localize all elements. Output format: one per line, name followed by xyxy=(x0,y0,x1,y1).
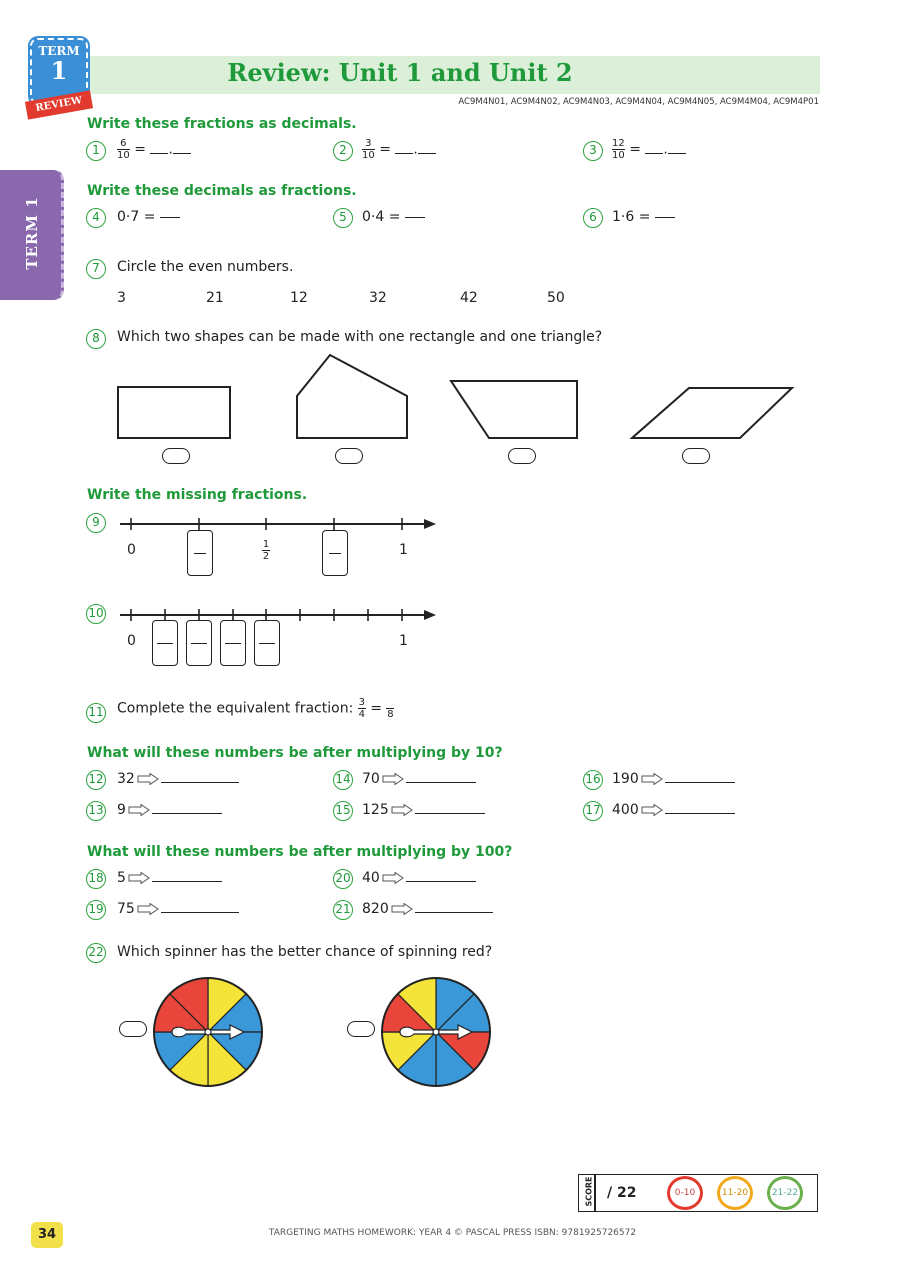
answer-blank[interactable] xyxy=(152,881,222,882)
question-number: 21 xyxy=(333,900,353,920)
question-number: 6 xyxy=(583,208,603,228)
question-number: 22 xyxy=(86,943,106,963)
arrow-icon xyxy=(391,804,413,816)
question-21: 820 xyxy=(362,901,493,917)
answer-blank[interactable] xyxy=(150,153,168,154)
question-15: 125 xyxy=(362,802,485,818)
answer-oval[interactable] xyxy=(682,448,710,464)
score-band-mid: 11-20 xyxy=(717,1176,753,1210)
section-heading-multiply-by-10: What will these numbers be after multiplying by 10? xyxy=(87,745,503,761)
question-number: 5 xyxy=(333,208,353,228)
question-number: 11 xyxy=(86,703,106,723)
question-4: 0·7 = xyxy=(117,209,180,225)
fraction: $\frac{3}{4}$ xyxy=(358,697,365,720)
number-line-label-one: 1 xyxy=(399,542,408,558)
question-12: 32 xyxy=(117,771,239,787)
question-number: 14 xyxy=(333,770,353,790)
question-19: 75 xyxy=(117,901,239,917)
arrow-icon xyxy=(641,773,663,785)
question-13: 9 xyxy=(117,802,222,818)
question-7-text: Circle the even numbers. xyxy=(117,259,294,275)
number-line-q9 xyxy=(110,514,440,536)
missing-fraction-box[interactable] xyxy=(220,620,246,666)
answer-fraction-line[interactable] xyxy=(655,217,675,218)
answer-blank[interactable] xyxy=(665,813,735,814)
number-line-label-half: $\frac{1}{2}$ xyxy=(262,539,270,562)
spinner-hub xyxy=(433,1029,439,1035)
page-number: 34 xyxy=(31,1222,63,1248)
question-number: 19 xyxy=(86,900,106,920)
arrow-icon xyxy=(641,804,663,816)
question-2: $\frac{3}{10}$ = . xyxy=(362,138,436,161)
pentagon-shape xyxy=(297,355,407,438)
question-1: $\frac{6}{10}$ = . xyxy=(117,138,191,161)
answer-blank[interactable] xyxy=(161,782,239,783)
even-number-option[interactable]: 21 xyxy=(206,290,224,306)
score-total: / 22 xyxy=(607,1185,637,1201)
number-line-label-one: 1 xyxy=(399,633,408,649)
arrow-icon xyxy=(128,872,150,884)
question-number: 8 xyxy=(86,329,106,349)
answer-blank[interactable] xyxy=(406,782,476,783)
arrow-icon xyxy=(137,903,159,915)
fraction: $\frac{12}{10}$ xyxy=(612,138,625,161)
question-22-text: Which spinner has the better chance of spinning red? xyxy=(117,944,493,960)
question-number: 16 xyxy=(583,770,603,790)
question-number: 10 xyxy=(86,604,106,624)
score-band-low: 0-10 xyxy=(667,1176,703,1210)
answer-oval[interactable] xyxy=(162,448,190,464)
question-16: 190 xyxy=(612,771,735,787)
side-term-tab-label: TERM 1 xyxy=(23,196,41,270)
answer-blank[interactable] xyxy=(668,153,686,154)
question-18: 5 xyxy=(117,870,222,886)
question-number: 18 xyxy=(86,869,106,889)
number-line-label-zero: 0 xyxy=(127,633,136,649)
answer-oval[interactable] xyxy=(335,448,363,464)
page-title: Review: Unit 1 and Unit 2 xyxy=(227,58,573,87)
question-number: 1 xyxy=(86,141,106,161)
section-heading-fractions-to-decimals: Write these fractions as decimals. xyxy=(87,116,357,132)
question-6: 1·6 = xyxy=(612,209,675,225)
section-heading-multiply-by-100: What will these numbers be after multiplying by 100? xyxy=(87,844,513,860)
question-number: 17 xyxy=(583,801,603,821)
term-badge-number: 1 xyxy=(50,56,68,85)
question-number: 2 xyxy=(333,141,353,161)
even-number-option[interactable]: 12 xyxy=(290,290,308,306)
answer-fraction-line[interactable] xyxy=(160,217,180,218)
answer-blank[interactable] xyxy=(418,153,436,154)
question-number: 7 xyxy=(86,259,106,279)
score-band-high: 21-22 xyxy=(767,1176,803,1210)
even-number-option[interactable]: 50 xyxy=(547,290,565,306)
question-number: 13 xyxy=(86,801,106,821)
question-number: 12 xyxy=(86,770,106,790)
even-number-option[interactable]: 32 xyxy=(369,290,387,306)
score-box xyxy=(578,1174,818,1212)
fraction: $\frac{6}{10}$ xyxy=(117,138,130,161)
rectangle-shape xyxy=(118,387,230,438)
score-label: SCORE xyxy=(584,1176,594,1207)
equivalent-fraction-answer[interactable]: 8 xyxy=(387,709,394,720)
answer-blank[interactable] xyxy=(161,912,239,913)
parallelogram-shape xyxy=(632,388,792,438)
missing-fraction-box[interactable] xyxy=(152,620,178,666)
question-14: 70 xyxy=(362,771,476,787)
number-line-label-zero: 0 xyxy=(127,542,136,558)
arrow-icon xyxy=(382,773,404,785)
spinner-b xyxy=(379,975,493,1089)
trapezium-shape xyxy=(451,381,577,438)
missing-fraction-box[interactable] xyxy=(187,530,213,576)
missing-fraction-box[interactable] xyxy=(322,530,348,576)
question-5: 0·4 = xyxy=(362,209,425,225)
answer-oval[interactable] xyxy=(508,448,536,464)
answer-blank[interactable] xyxy=(645,153,663,154)
answer-blank[interactable] xyxy=(152,813,222,814)
answer-fraction-line[interactable] xyxy=(405,217,425,218)
term-badge-label: TERM xyxy=(38,44,80,58)
answer-blank[interactable] xyxy=(665,782,735,783)
missing-fraction-box[interactable] xyxy=(254,620,280,666)
question-17: 400 xyxy=(612,802,735,818)
question-11: Complete the equivalent fraction: $\frac{3}{4}$ = 8 xyxy=(117,697,394,720)
question-number: 3 xyxy=(583,141,603,161)
curriculum-codes: AC9M4N01, AC9M4N02, AC9M4N03, AC9M4N04, AC9M4N05, AC9M4M04, AC9M4P01 xyxy=(458,97,819,107)
arrow-icon xyxy=(137,773,159,785)
shapes-figure xyxy=(100,350,820,475)
answer-oval[interactable] xyxy=(347,1021,375,1037)
answer-blank[interactable] xyxy=(415,912,493,913)
spinner-hub xyxy=(205,1029,211,1035)
question-3: $\frac{12}{10}$ = . xyxy=(612,138,686,161)
section-heading-missing-fractions: Write the missing fractions. xyxy=(87,487,308,503)
arrow-icon xyxy=(391,903,413,915)
footer-text: TARGETING MATHS HOMEWORK: YEAR 4 © PASCAL PRESS ISBN: 9781925726572 xyxy=(268,1228,637,1238)
side-term-tab xyxy=(0,170,64,300)
arrow-icon xyxy=(382,872,404,884)
answer-oval[interactable] xyxy=(119,1021,147,1037)
question-number: 9 xyxy=(86,513,106,533)
question-number: 20 xyxy=(333,869,353,889)
even-number-option[interactable]: 3 xyxy=(117,290,126,306)
question-20: 40 xyxy=(362,870,476,886)
missing-fraction-box[interactable] xyxy=(186,620,212,666)
answer-blank[interactable] xyxy=(173,153,191,154)
question-number: 15 xyxy=(333,801,353,821)
section-heading-decimals-to-fractions: Write these decimals as fractions. xyxy=(87,183,357,199)
answer-blank[interactable] xyxy=(415,813,485,814)
review-ribbon: REVIEW xyxy=(25,90,93,119)
even-number-option[interactable]: 42 xyxy=(460,290,478,306)
question-8-text: Which two shapes can be made with one rectangle and one triangle? xyxy=(117,329,603,345)
arrow-icon xyxy=(128,804,150,816)
answer-blank[interactable] xyxy=(406,881,476,882)
question-number: 4 xyxy=(86,208,106,228)
spinner-a xyxy=(151,975,265,1089)
fraction: $\frac{3}{10}$ xyxy=(362,138,375,161)
answer-blank[interactable] xyxy=(395,153,413,154)
